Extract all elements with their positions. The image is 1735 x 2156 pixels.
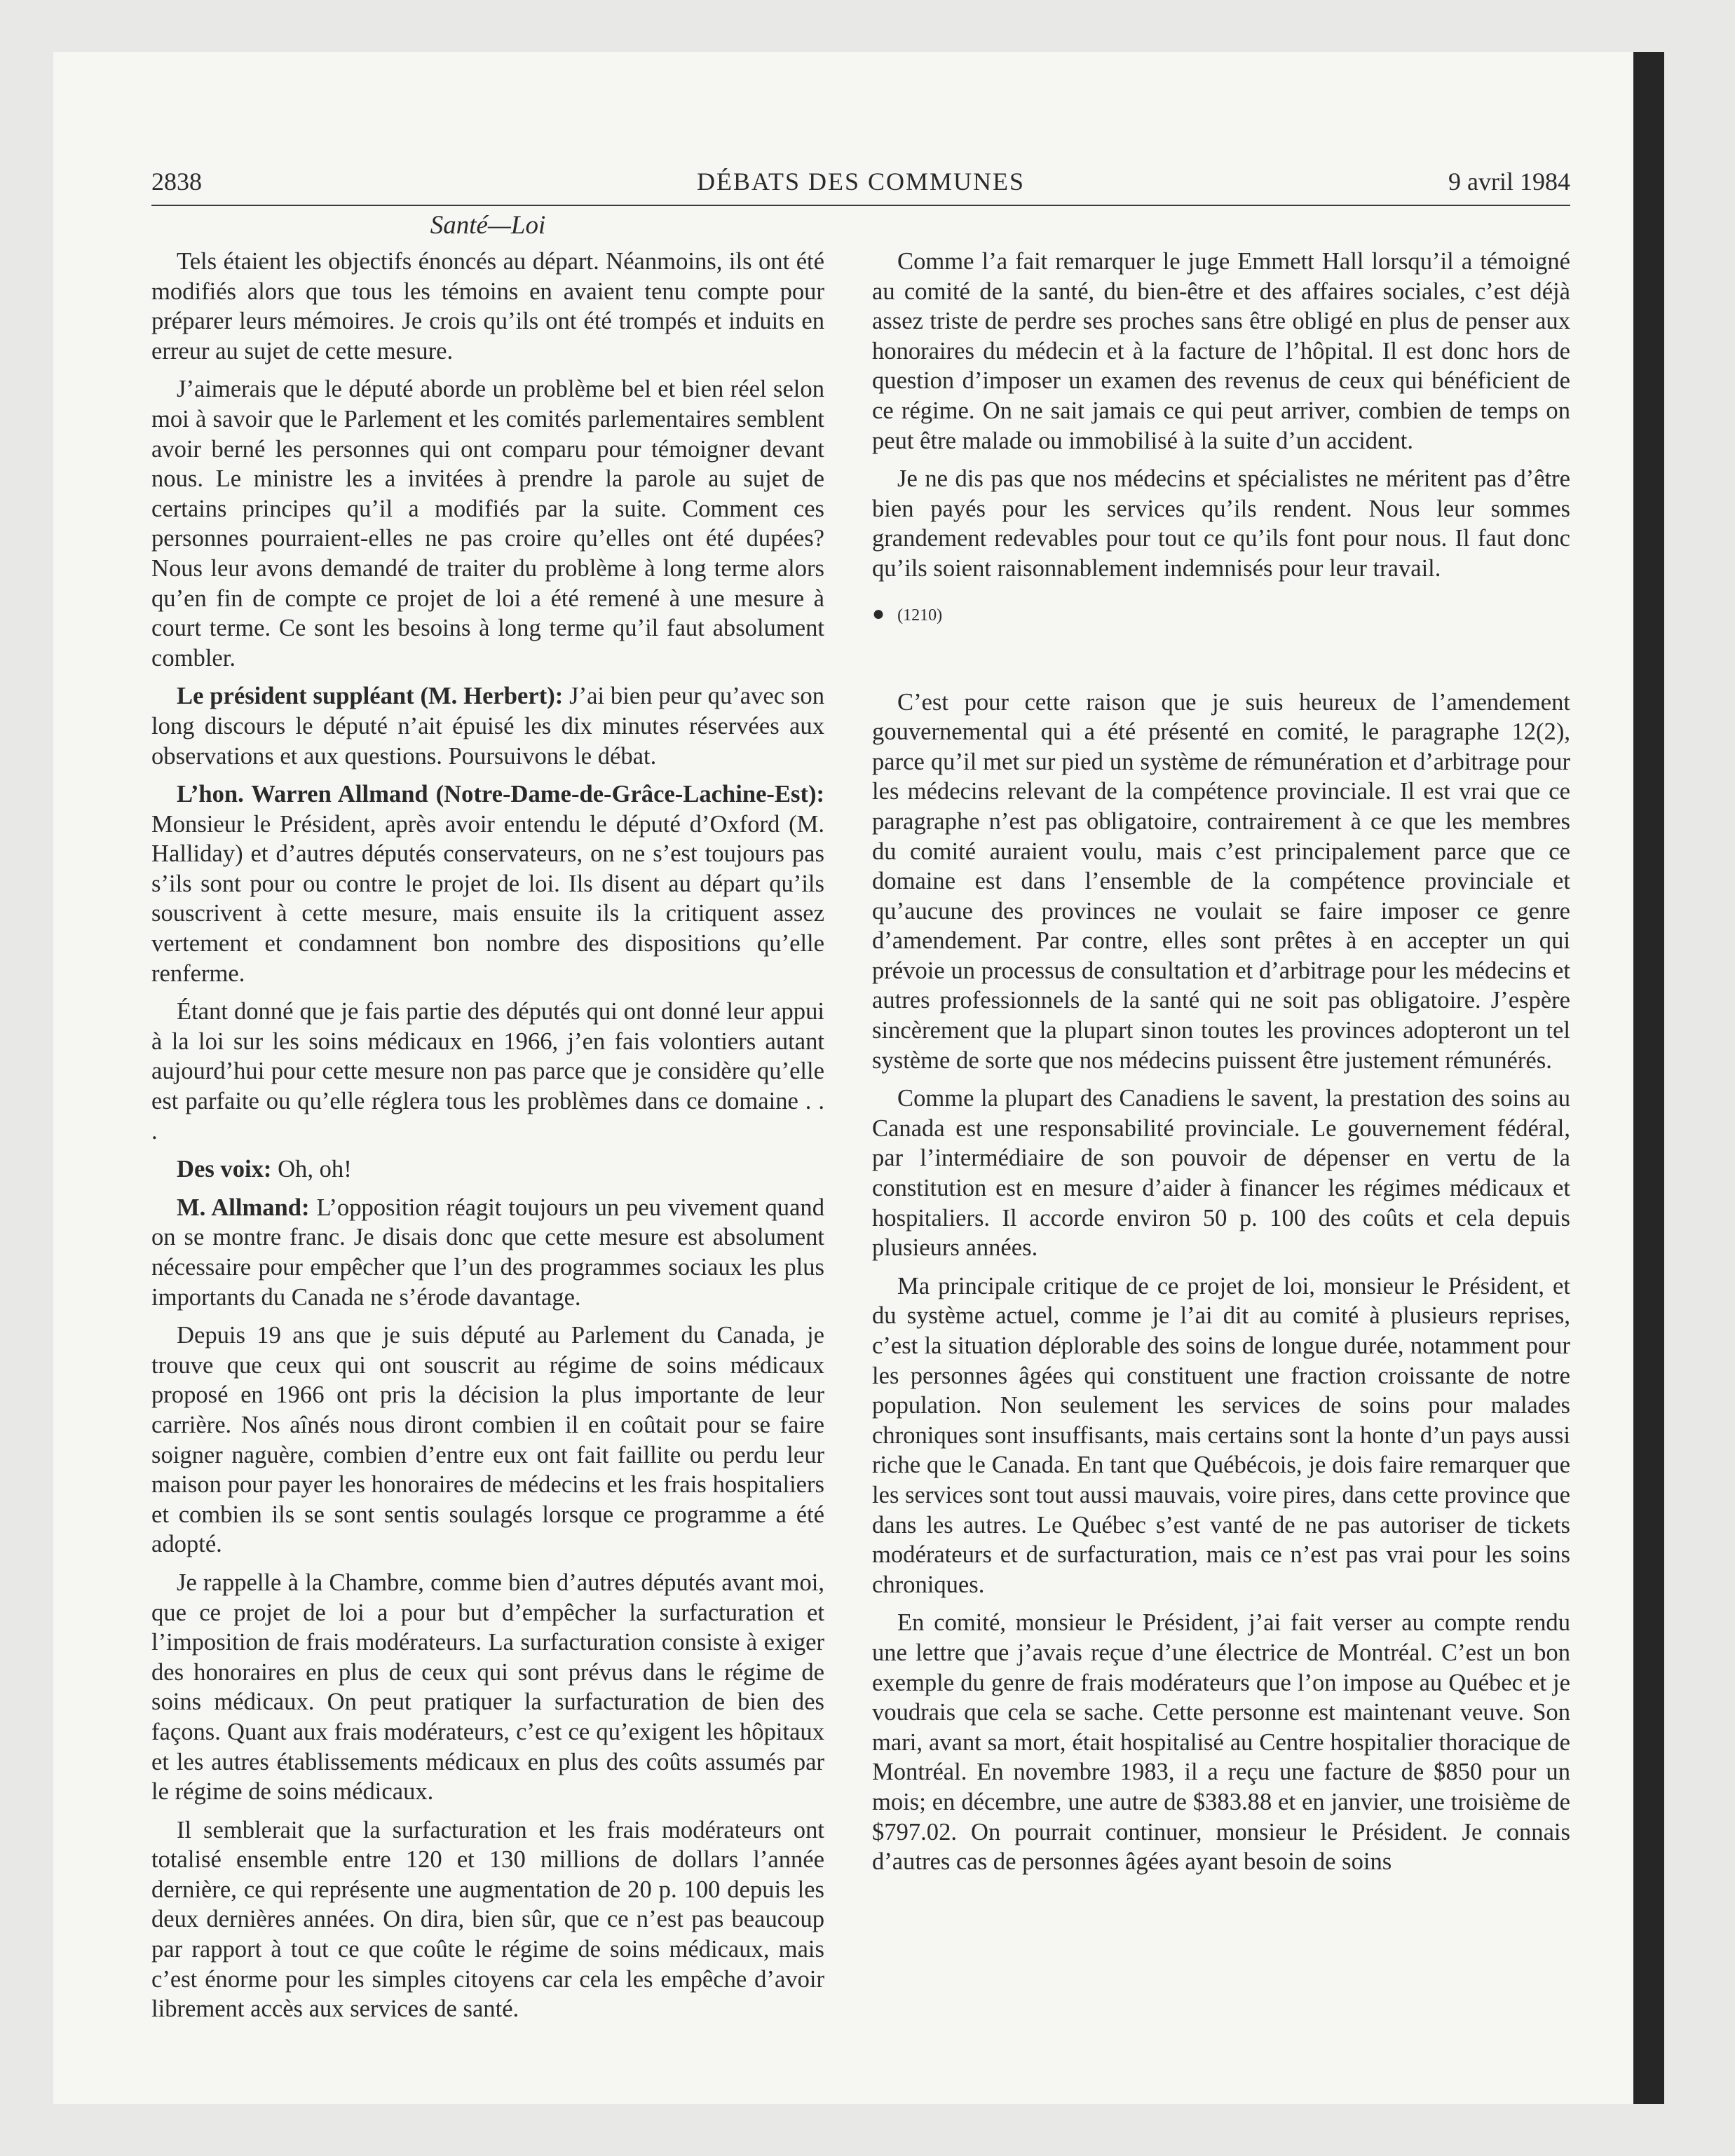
- paragraph: [151, 681, 824, 771]
- time-marker: [872, 599, 1570, 630]
- paragraph: Ma principale critique de ce projet de loi, monsieur le Président, et du système actuel, comme je l’ai dit au comité à plusieurs reprises, c’est la situation déplorable des soins de longue durée, notamment pour les personnes âgées qui constituent une fraction croissante de notre population. Non seulement les services de soins pour malades chroniques sont insuffisants, mais certains sont la honte d’un pays aussi riche que le Canada. En tant que Québécois, je dois faire remarquer que les services sont tout aussi mauvais, voire pires, dans cette province que dans les autres. Le Québec s’est vanté de ne pas autoriser de tickets modérateurs et de surfacturation, mais ce n’est pas vrai pour les soins chroniques.: [872, 1272, 1570, 1598]
- paragraph-text: Tels étaient les objectifs énoncés au départ. Néanmoins, ils ont été modifiés alors que tous les témoins en avaient tenu compte pour préparer leurs mémoires. Je crois qu’ils ont été trompés et induits en erreur au sujet de cette mesure.: [151, 248, 824, 364]
- paragraph: Je ne dis pas que nos médecins et spécialistes ne méritent pas d’être bien payés pour les services qu’ils rendent. Nous leur sommes grandement redevables pour tout ce qu’ils font pour nous. Il faut donc qu’ils soient raisonnablement indemnisés pour leur travail.: [872, 465, 1570, 582]
- paragraph: [151, 374, 824, 673]
- bullet-icon: ●: [872, 601, 885, 625]
- paragraph-text: L’opposition réagit toujours un peu vivement quand on se montre franc. Je disais donc que cette mesure est absolument nécessaire pour empêcher que l’un des programmes sociaux les plus importants du Canada ne s’érode davantage.: [151, 1194, 824, 1311]
- paragraph-text: Oh, oh!: [278, 1156, 352, 1183]
- paragraph: [151, 1815, 824, 2024]
- subject-heading: Santé—Loi: [430, 211, 546, 240]
- paragraph: [151, 247, 824, 366]
- speaker-name: L’hon. Warren Allmand (Notre-Dame-de-Grâce-Lachine-Est):: [177, 781, 824, 808]
- paragraph-text: Étant donné que je fais partie des députés qui ont donné leur appui à la loi sur les soins médicaux en 1966, j’en fais volontiers autant aujourd’hui pour cette mesure non pas parce que je considère qu’elle est parfaite ou qu’elle réglera tous les problèmes dans ce domaine . . .: [151, 998, 824, 1145]
- paragraph-text: J’ai bien peur qu’avec son long discours le député n’ait épuisé les dix minutes réservées aux observations et aux questions. Poursuivons le débat.: [151, 683, 824, 770]
- speaker-name: Des voix:: [177, 1156, 272, 1183]
- time-marker-label: (1210): [897, 606, 943, 625]
- publication-title: DÉBATS DES COMMUNES: [696, 168, 1026, 196]
- paragraph: [151, 779, 824, 988]
- publication-date: 9 avril 1984: [1448, 168, 1570, 196]
- left-column: [151, 247, 824, 2033]
- paragraph: [151, 1568, 824, 1807]
- page-number: 2838: [151, 168, 202, 196]
- paragraph-text: J’aimerais que le député aborde un problème bel et bien réel selon moi à savoir que le Parlement et les comités parlementaires semblent avoir berné les personnes qui ont comparu pour témoigner devant nous. Le ministre les a invitées à prendre la parole au sujet de certains principes qu’il a modifiés par la suite. Comment ces personnes pourraient-elles ne pas croire qu’elles ont été dupées? Nous leur avons demandé de traiter du problème à long terme alors qu’en fin de compte ce projet de loi a été remené à une mesure à court terme. Ce sont les besoins à long terme qu’il faut absolument combler.: [151, 376, 824, 671]
- paragraph: [151, 1154, 824, 1185]
- speaker-name: M. Allmand:: [177, 1194, 310, 1221]
- speaker-name: Le président suppléant (M. Herbert):: [177, 683, 564, 710]
- right-column: [872, 247, 1570, 1885]
- paragraph: Comme l’a fait remarquer le juge Emmett Hall lorsqu’il a témoigné au comité de la santé, du bien-être et des affaires sociales, c’est déjà assez triste de perdre ses proches sans être obligé en plus de penser aux honoraires du médecin et à la facture de l’hôpital. Il est donc hors de question d’imposer un examen des revenus de ceux qui bénéficient de ce régime. On ne sait jamais ce qui peut arriver, combien de temps on peut être malade ou immobilisé à la suite d’un accident.: [872, 248, 1570, 454]
- paragraph: C’est pour cette raison que je suis heureux de l’amendement gouvernemental qui a été présenté en comité, le paragraphe 12(2), parce qu’il met sur pied un système de rémunération et d’arbitrage pour les médecins relevant de la compétence provinciale. Il est vrai que ce paragraphe n’est pas obligatoire, contrairement à ce que les membres du comité auraient voulu, mais c’est principalement parce que ce domaine est dans l’ensemble de la compétence provinciale et qu’aucune des provinces ne voulait se faire imposer ce genre d’amendement. Par contre, elles sont prêtes à en accepter un qui prévoie un processus de consultation et d’arbitrage pour les médecins et autres professionnels de la santé qui ne soit pas obligatoire. J’espère sincèrement que la plupart sinon toutes les provinces adopteront un tel système de sorte que nos médecins puissent être justement rémunérés.: [872, 688, 1570, 1074]
- scan-edge: [1633, 52, 1664, 2104]
- paragraph: En comité, monsieur le Président, j’ai fait verser au compte rendu une lettre que j’avais reçue d’une électrice de Montréal. C’est un bon exemple du genre de frais modérateurs que l’on impose au Québec et je voudrais que cela se sache. Cette personne est maintenant veuve. Son mari, avant sa mort, était hospitalisé au Centre hospitalier thoracique de Montréal. En novembre 1983, il a reçu une facture de $850 pour un mois; en décembre, une autre de $383.88 et en janvier, une troisième de $797.02. On pourrait continuer, monsieur le Président. Je connais d’autres cas de personnes âgées ayant besoin de soins: [872, 1609, 1570, 1876]
- paragraph: Comme la plupart des Canadiens le savent, la prestation des soins au Canada est une responsabilité provinciale. Le gouvernement fédéral, par l’intermédiaire de son pouvoir de dépenser en vertu de la constitution est en mesure d’aider à financer les régimes médicaux et hospitaliers. Il accorde environ 50 p. 100 des coûts et cela depuis plusieurs années.: [872, 1085, 1570, 1262]
- paragraph-text: Depuis 19 ans que je suis député au Parlement du Canada, je trouve que ceux qui ont souscrit au régime de soins médicaux proposé en 1966 ont pris la décision la plus importante de leur carrière. Nos aînés nous diront combien il en coûtait pour se faire soigner naguère, combien d’entre eux ont fait faillite ou perdu leur maison pour payer les honoraires de médecins et les frais hospitaliers et combien ils se sont sentis soulagés lorsque ce programme a été adopté.: [151, 1322, 824, 1558]
- paragraph-text: Il semblerait que la surfacturation et les frais modérateurs ont totalisé ensemble entre 120 et 130 millions de dollars l’année dernière, ce qui représente une augmentation de 20 p. 100 depuis les deux dernières années. On dira, bien sûr, que ce n’est pas beaucoup par rapport à tout ce que coûte le régime de soins médicaux, mais c’est énorme pour les simples citoyens car cela les empêche d’avoir librement accès aux services de santé.: [151, 1816, 824, 2023]
- page-header: [151, 158, 1570, 206]
- paragraph: [151, 997, 824, 1146]
- paragraph-text: Je rappelle à la Chambre, comme bien d’autres députés avant moi, que ce projet de loi a pour but d’empêcher la surfacturation et l’imposition de frais modérateurs. La surfacturation consiste à exiger des honoraires en plus de ceux qui sont prévus dans le régime de soins médicaux. On peut pratiquer la surfacturation de bien des façons. Quant aux frais modérateurs, c’est ce qu’exigent les hôpitaux et les autres établissements médicaux en plus des coûts assumés par le régime de soins médicaux.: [151, 1569, 824, 1806]
- paragraph: [151, 1321, 824, 1560]
- paragraph: [151, 1193, 824, 1312]
- paragraph-text: Monsieur le Président, après avoir entendu le député d’Oxford (M. Halliday) et d’autres députés conservateurs, on ne s’est toujours pas s’ils sont pour ou contre le projet de loi. Ils disent au départ qu’ils souscrivent à cette mesure, mais ensuite ils la critiquent assez vertement et condamnent bon nombre des dispositions qu’elle renferme.: [151, 810, 824, 987]
